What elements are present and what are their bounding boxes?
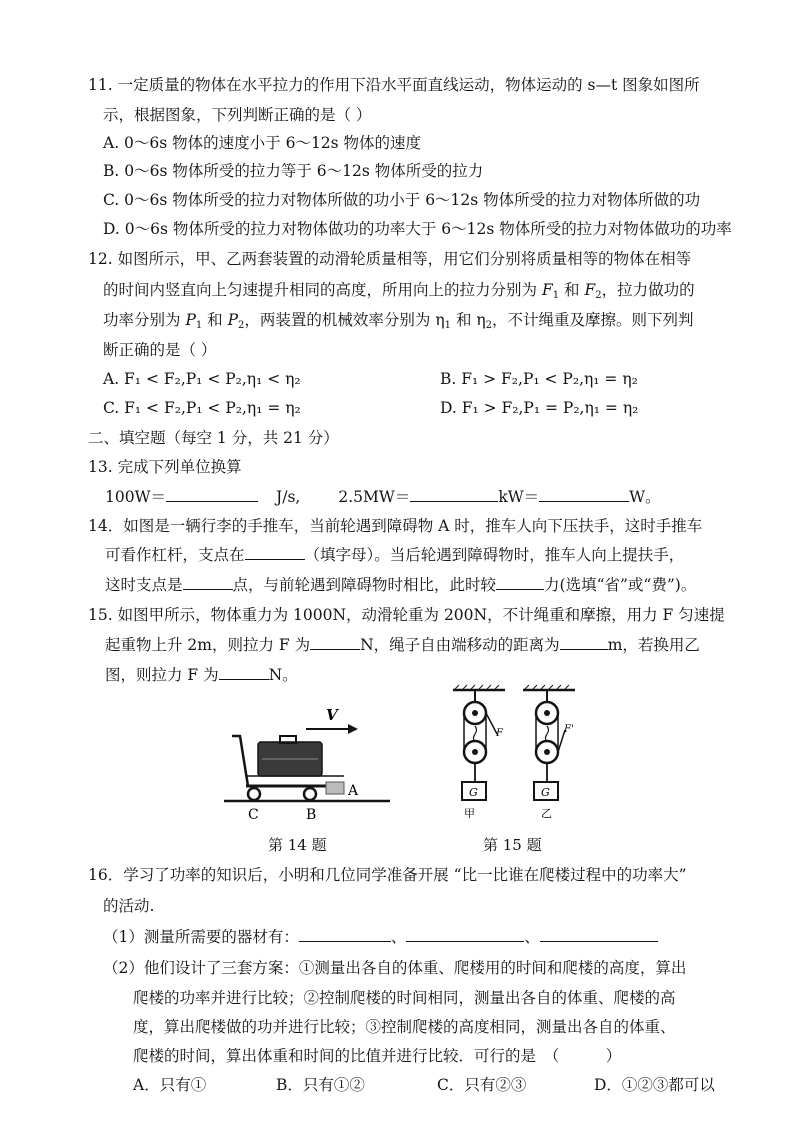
wheel-b xyxy=(304,788,316,800)
q16-part2-line2: 爬楼的功率并进行比较；②控制爬楼的时间相同，测量出各自的体重、爬楼的高 xyxy=(133,989,676,1007)
wheel-c xyxy=(248,788,260,800)
q12-stem-line4: 断正确的是（ ） xyxy=(103,341,217,359)
q14-stem-line1: 14．如图是一辆行李的手推车，当前轮遇到障碍物 A 时，推车人向下压扶手，这时手推车 xyxy=(88,517,703,535)
q12-stem-line3: 功率分别为 $P_1$ 和 $P_2$，两装置的机械效率分别为 $\eta_1$ 和 $\eta_2$，不计绳重及摩擦。则下列判 xyxy=(103,311,694,331)
q14-blank-2[interactable] xyxy=(183,574,233,590)
q12-option-c: C. F₁ < F₂,P₁ < P₂,η₁ = η₂ xyxy=(103,399,301,417)
q13-conversions: 100W＝ J/s, 2.5MW＝ kW＝ W。 xyxy=(105,488,661,506)
q13-stem: 13. 完成下列单位换算 xyxy=(88,458,242,476)
figure-15-pulleys xyxy=(445,684,585,824)
q16-part1: （1）测量所需要的器材有： 、 、 xyxy=(103,926,658,948)
q11-stem-line1: 11. 一定质量的物体在水平拉力的作用下沿水平面直线运动，物体运动的 s—t 图象如图所 xyxy=(88,76,700,94)
label-yi: 乙 xyxy=(541,807,552,820)
label-a: A xyxy=(348,783,359,799)
q16-blank-2[interactable] xyxy=(406,926,524,942)
q16-stem-line2: 的活动. xyxy=(103,897,155,915)
q12-stem-line1: 12. 如图所示，甲、乙两套装置的动滑轮质量相等，用它们分别将质量相等的物体在相等 xyxy=(88,250,692,268)
q12-option-b: B. F₁ > F₂,P₁ < P₂,η₁ = η₂ xyxy=(440,370,638,388)
q16-option-a: A．只有① xyxy=(133,1076,207,1094)
label-g-jia: G xyxy=(469,786,478,799)
q15-blank-2[interactable] xyxy=(560,634,608,650)
q16-part2-line1: （2）他们设计了三套方案：①测量出各自的体重、爬楼用的时间和爬楼的高度，算出 xyxy=(103,959,687,977)
q12-option-a: A. F₁ < F₂,P₁ < P₂,η₁ < η₂ xyxy=(103,370,301,388)
q15-blank-1[interactable] xyxy=(310,634,360,650)
q11-option-c: C. 0～6s 物体所受的拉力对物体所做的功小于 6～12s 物体所受的拉力对物体所做的功 xyxy=(103,191,701,209)
q13-blank-3[interactable] xyxy=(539,486,629,502)
label-f-jia: F xyxy=(496,728,503,739)
q13-blank-2[interactable] xyxy=(410,486,498,502)
q16-blank-1[interactable] xyxy=(299,926,391,942)
section-heading: 二、填空题（每空 1 分，共 21 分） xyxy=(88,429,339,447)
q11-option-a: A. 0～6s 物体的速度小于 6～12s 物体的速度 xyxy=(103,134,422,152)
q15-stem-line2: 起重物上升 2m，则拉力 F 为 N，绳子自由端移动的距离为 m，若换用乙 xyxy=(105,636,700,654)
trolley-handle xyxy=(232,736,248,786)
q11-stem-line2: 示，根据图象，下列判断正确的是（ ） xyxy=(103,106,372,124)
label-c: C xyxy=(248,807,259,823)
q11-option-b: B. 0～6s 物体所受的拉力等于 6～12s 物体所受的拉力 xyxy=(103,162,484,180)
label-jia: 甲 xyxy=(464,807,475,820)
q13-blank-1[interactable] xyxy=(166,486,258,502)
label-f-yi: F' xyxy=(564,724,574,735)
q12-stem-line2: 的时间内竖直向上匀速提升相同的高度，所用向上的拉力分别为 $F_1$ 和 $F_2$，拉力做功的 xyxy=(103,281,695,301)
q14-stem-line2: 可看作杠杆，支点在 （填字母）。当后轮遇到障碍物时，推车人向上提扶手， xyxy=(105,546,685,564)
figure-15-caption: 第 15 题 xyxy=(483,836,542,854)
figure-14-trolley xyxy=(222,696,392,826)
q14-blank-3[interactable] xyxy=(496,574,544,590)
obstacle-a xyxy=(326,782,344,794)
q16-option-c: C．只有②③ xyxy=(437,1076,527,1094)
figure-14-caption: 第 14 题 xyxy=(268,836,327,854)
label-b: B xyxy=(306,807,317,823)
q16-option-d: D．①②③都可以 xyxy=(594,1076,715,1094)
q14-blank-1[interactable] xyxy=(245,544,305,560)
q11-option-d: D. 0～6s 物体所受的拉力对物体做功的功率大于 6～12s 物体所受的拉力对物体做功的功率 xyxy=(103,220,732,238)
q16-stem-line1: 16．学习了功率的知识后，小明和几位同学准备开展 “比一比谁在爬楼过程中的功率大” xyxy=(88,866,687,884)
q16-part2-line4: 爬楼的时间，算出体重和时间的比值并进行比较．可行的是 （ ） xyxy=(133,1047,622,1065)
q16-option-b: B．只有①② xyxy=(276,1076,365,1094)
q14-stem-line3: 这时支点是 点，与前轮遇到障碍物时相比，此时较 力(选填“省”或“费”)。 xyxy=(105,576,697,594)
q15-stem-line3: 图，则拉力 F 为 N。 xyxy=(105,666,298,684)
label-v: V xyxy=(326,706,338,724)
q16-part2-line3: 度，算出爬楼做的功并进行比较；③控制爬楼的高度相同，测量出各自的体重、 xyxy=(133,1018,676,1036)
q12-option-d: D. F₁ > F₂,P₁ = P₂,η₁ = η₂ xyxy=(440,399,639,417)
q15-blank-3[interactable] xyxy=(219,664,269,680)
q15-stem-line1: 15. 如图甲所示，物体重力为 1000N，动滑轮重为 200N，不计绳重和摩擦，用力 F 匀速提 xyxy=(88,606,725,624)
label-g-yi: G xyxy=(541,786,550,799)
q16-blank-3[interactable] xyxy=(540,926,658,942)
